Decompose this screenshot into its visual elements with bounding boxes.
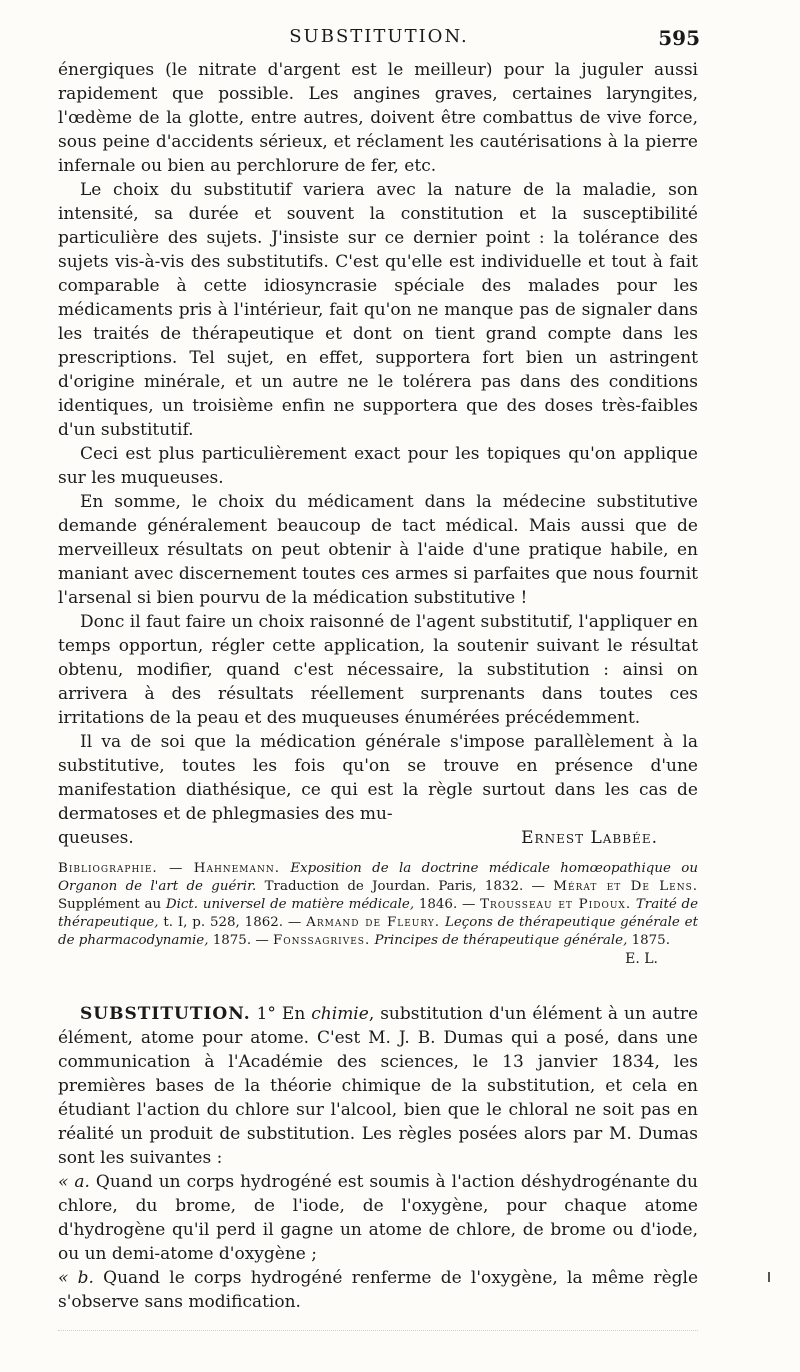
paragraph-1: énergiques (le nitrate d'argent est le meilleur) pour la juguler aussi rapidement que possible. Les angines graves, certaines laryngites, l'œdème de la glotte, entre autres, doivent être combattus de vive force, sous peine d'accidents sérieux, et réclament les cautérisations à la pierre infernale ou bien au perchlorure de fer, etc. [58,60,698,176]
paragraph-6-text: Il va de soi que la médication générale s'impose parallèlement à la substitutive, toutes les fois qu'on se trouve en présence d'une manifestation diathésique, ce qui est la règle surtout dans les cas de dermatoses et de phlegmasies des mu- [58,732,698,824]
rule-a-text: Quand un corps hydrogéné est soumis à l'action déshydrogénante du chlore, du brome, de l'iode, de l'oxygène, pour chaque atome d'hydrogène qu'il perd il gagne un atome de chlore, de brome ou d'iode, ou un demi-atome d'oxygène ; [58,1172,699,1264]
paragraph-2: Le choix du substitutif variera avec la nature de la maladie, son intensité, sa durée et souvent la constitution et la susceptibilité particulière des sujets. J'insiste sur ce dernier point : la tolérance des sujets vis-à-vis des substitutifs. C'est qu'elle est individuelle et tout à fait comparable à cette idiosyncrasie spéciale des malades pour les médicaments pris à l'intérieur, fait qu'on ne manque pas de signaler dans les traités de thérapeutique et dont on tient grand compte dans les prescriptions. Tel sujet, en effet, supportera fort bien un astringent d'origine minérale, et un autre ne le tolérera pas dans des conditions identiques, un troisième enfin ne supportera que des doses très-faibles d'un substitutif. [58,180,698,440]
entry-chimie: chimie [311,1004,369,1024]
paragraph-3: Ceci est plus particulièrement exact pour les topiques qu'on applique sur les muqueuses. [58,444,698,488]
page-number: 595 [658,26,700,50]
article-body [58,58,698,1314]
rule-b-text: Quand le corps hydrogéné renferme de l'oxygène, la même règle s'observe sans modification. [58,1268,699,1312]
biblio-ref-1: Traduction de Jourdan. Paris, 1832. — [264,879,545,894]
biblio-ref-6: 1875. [631,933,670,948]
paragraph-5: Donc il faut faire un choix raisonné de l'agent substitutif, l'appliquer en temps opportun, régler cette application, la soutenir suivant le résultat obtenu, modifier, quand c'est nécessaire, la substitution : ainsi on arrivera à des résultats réellement surprenants dans toutes ces irritations de la peau et des muqueuses énumérées précédemment. [58,612,698,728]
author-signature: Ernest Labbée. [521,828,658,848]
bibliography-label: Bibliographie. — [58,861,184,876]
running-title: SUBSTITUTION. [289,26,469,47]
bibliography-initials: E. L. [625,951,658,967]
biblio-title-dict: Dict. universel de matière médicale, [165,897,415,912]
entry-intro-a: 1° En [256,1004,306,1024]
biblio-author-fonssagrives: Fonssagrives. [273,933,371,948]
rule-b [58,1266,698,1314]
paragraph-4: En somme, le choix du médicament dans la médecine substitutive demande généralement beaucoup de tact médical. Mais aussi que de merveilleux résultats on peut obtenir à l'aide d'une pratique habile, en maniant avec discernement toutes ces armes si parfaites que nous fournit l'arsenal si bien pourvu de la médication substitutive ! [58,492,698,608]
biblio-author-fleury: Armand de Fleury. [306,915,441,930]
paragraph-6-end: queuses. [58,828,134,848]
biblio-ref-4: t. I, p. 528, 1862. — [163,915,302,930]
bibliography [58,860,698,950]
new-entry [58,1002,698,1314]
biblio-title-organon: Exposition de la doctrine médicale homœopathique ou Organon de l'art de guérir. [58,861,698,894]
paragraph-6 [58,730,698,826]
signature-line [58,826,698,850]
biblio-author-merat: Mérat et De Lens. [553,879,698,894]
page-header [58,26,700,52]
biblio-ref-3: 1846. — [418,897,476,912]
rule-a-mark: « a. [58,1172,90,1192]
biblio-title-principes: Principes de thérapeutique générale, [374,933,628,948]
biblio-ref-2: Supplément au [58,897,162,912]
biblio-ref-5: 1875. — [212,933,269,948]
rule-b-mark: « b. [58,1268,94,1288]
entry-headword: SUBSTITUTION. [80,1004,251,1024]
entry-intro [58,1002,698,1170]
biblio-author-trousseau: Trousseau et Pidoux. [480,897,632,912]
rule-a [58,1170,698,1266]
biblio-title-traite: Traité de thérapeutique, [58,897,699,930]
bottom-show-through [58,1330,698,1333]
margin-tick [768,1272,770,1282]
biblio-author-hahnemann: Hahnemann. [193,861,280,876]
entry-intro-b: , substitution d'un élément à un autre élément, atome pour atome. C'est M. J. B. Dumas qui a posé, dans une communication à l'Académie des sciences, le 13 janvier 1834, les premières bases de la théorie chimique de la substitution, et cela en étudiant l'action du chlore sur l'alcool, bien que le chloral ne soit pas en réalité un produit de substitution. Les règles posées alors par M. Dumas sont les suivantes : [58,1004,699,1168]
biblio-title-lecons: Leçons de thérapeutique générale et de pharmacodynamie, [58,915,698,948]
